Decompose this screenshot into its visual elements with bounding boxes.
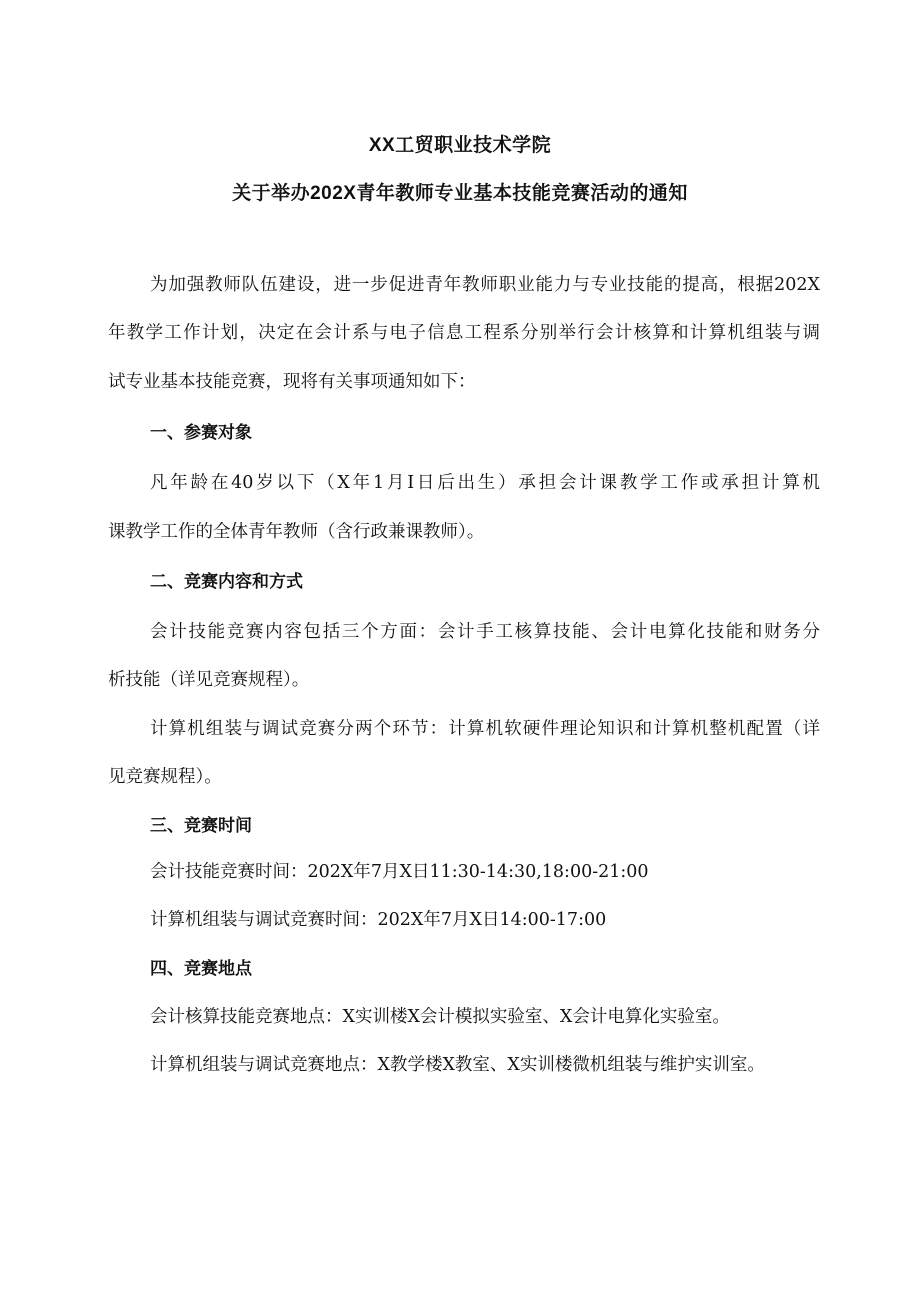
time-line-accounting: 会计技能竞赛时间：202X年7月X日11:30-14:30,18:00-21:00 — [150, 862, 649, 882]
location-line-accounting: 会计核算技能竞赛地点：X实训楼X会计模拟实验室、X会计电算化实验室。 — [150, 1007, 730, 1027]
section-heading-content: 二、竞赛内容和方式 — [150, 572, 303, 592]
content-para2-line-1: 计算机组装与调试竞赛分两个环节：计算机软硬件理论知识和计算机整机配置（详 — [150, 719, 820, 739]
document-title-notice: 关于举办202X青年教师专业基本技能竞赛活动的通知 — [232, 183, 688, 204]
content-para1-line-1: 会计技能竞赛内容包括三个方面：会计手工核算技能、会计电算化技能和财务分 — [150, 622, 820, 642]
participants-line-1: 凡年龄在40岁以下（X年1月I日后出生）承担会计课教学工作或承担计算机 — [150, 473, 820, 493]
participants-line-2: 课教学工作的全体青年教师（含行政兼课教师）。 — [108, 522, 485, 542]
time-line-computer: 计算机组装与调试竞赛时间：202X年7月X日14:00-17:00 — [150, 910, 607, 930]
section-heading-location: 四、竞赛地点 — [150, 959, 252, 979]
content-para1-line-2: 析技能（详见竞赛规程）。 — [108, 670, 310, 690]
section-heading-time: 三、竞赛时间 — [150, 816, 252, 836]
document-title-institution: XX工贸职业技术学院 — [368, 135, 552, 156]
content-para2-line-2: 见竞赛规程）。 — [108, 767, 222, 787]
intro-line-2: 年教学工作计划，决定在会计系与电子信息工程系分别举行会计核算和计算机组装与调 — [108, 323, 820, 343]
intro-line-3: 试专业基本技能竞赛，现将有关事项通知如下： — [108, 372, 476, 392]
section-heading-participants: 一、参赛对象 — [150, 423, 252, 443]
location-line-computer: 计算机组装与调试竞赛地点：X教学楼X教室、X实训楼微机组装与维护实训室。 — [150, 1055, 765, 1075]
intro-line-1: 为加强教师队伍建设，进一步促进青年教师职业能力与专业技能的提高，根据202X — [150, 275, 820, 295]
